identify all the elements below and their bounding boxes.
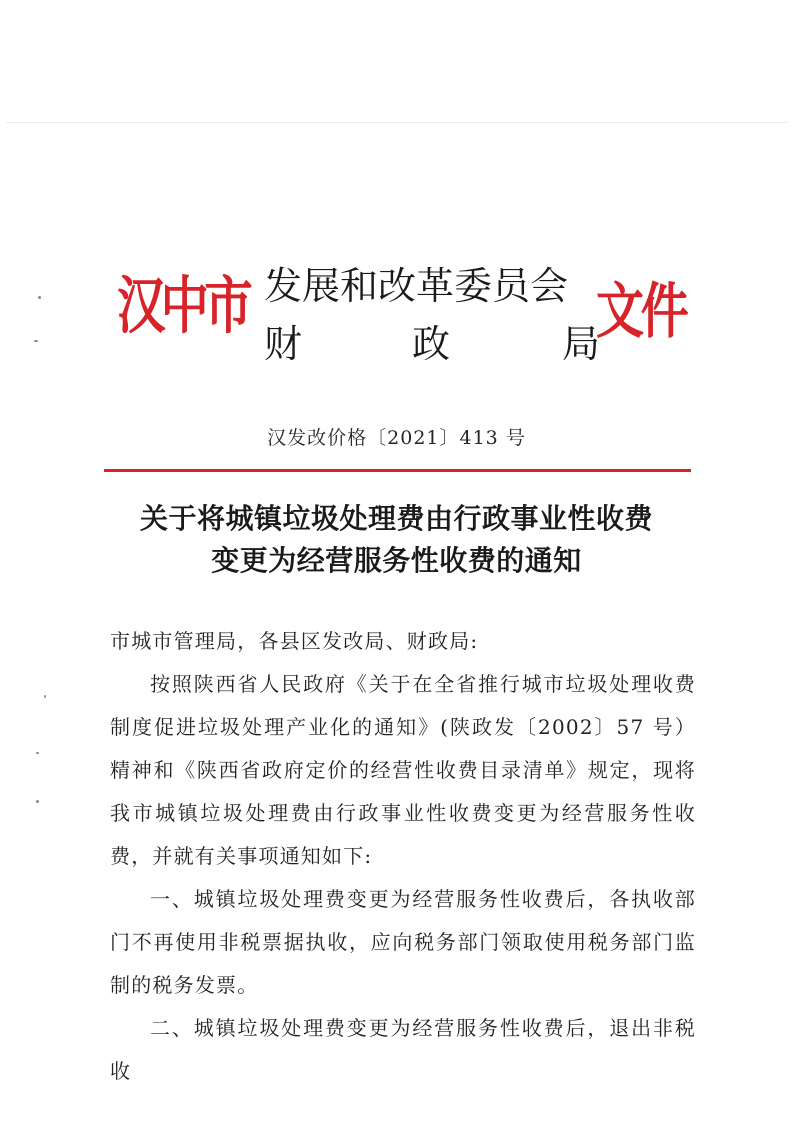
document-masthead (100, 258, 700, 378)
document-title-line: 关于将城镇垃圾处理费由行政事业性收费 (139, 502, 653, 535)
addressee-line: 市城市管理局，各县区发改局、财政局: (110, 629, 479, 653)
masthead-agency-finance-char: 政 (412, 322, 451, 366)
scan-edge-line (6, 122, 787, 123)
scan-speck (44, 695, 46, 698)
scan-speck (36, 752, 39, 754)
red-separator-line (104, 469, 691, 472)
masthead-city: 汉中市 (117, 269, 249, 342)
document-title (90, 498, 703, 582)
masthead-agency-development-reform: 发展和改革委员会 (264, 264, 569, 308)
body-paragraph: 一、城镇垃圾处理费变更为经营服务性收费后，各执收部门不再使用非税票据执收，应向税务部门领取使用税务部门监制的税务发票。 (110, 887, 696, 997)
body-paragraph: 按照陕西省人民政府《关于在全省推行城市垃圾处理收费制度促进垃圾处理产业化的通知》(陕政发〔2002〕57 号）精神和《陕西省政府定价的经营性收费目录清单》规定，现将我市城镇垃圾处理费由行政事业性收费变更为经营服务性收费，并就有关事项通知如下: (110, 672, 696, 868)
masthead-doc-type: 文件 (596, 277, 686, 347)
document-title-line: 变更为经营服务性收费的通知 (211, 544, 582, 577)
scan-speck (38, 296, 41, 299)
document-body (110, 620, 696, 1093)
document-number: 汉发改价格〔2021〕413 号 (267, 427, 526, 449)
scan-speck (36, 800, 39, 803)
masthead-agency-finance-char: 财 (264, 322, 303, 366)
scan-speck (34, 340, 38, 342)
masthead-agency-finance-char: 局 (562, 322, 601, 366)
body-paragraph: 二、城镇垃圾处理费变更为经营服务性收费后，退出非税收 (110, 1016, 696, 1083)
